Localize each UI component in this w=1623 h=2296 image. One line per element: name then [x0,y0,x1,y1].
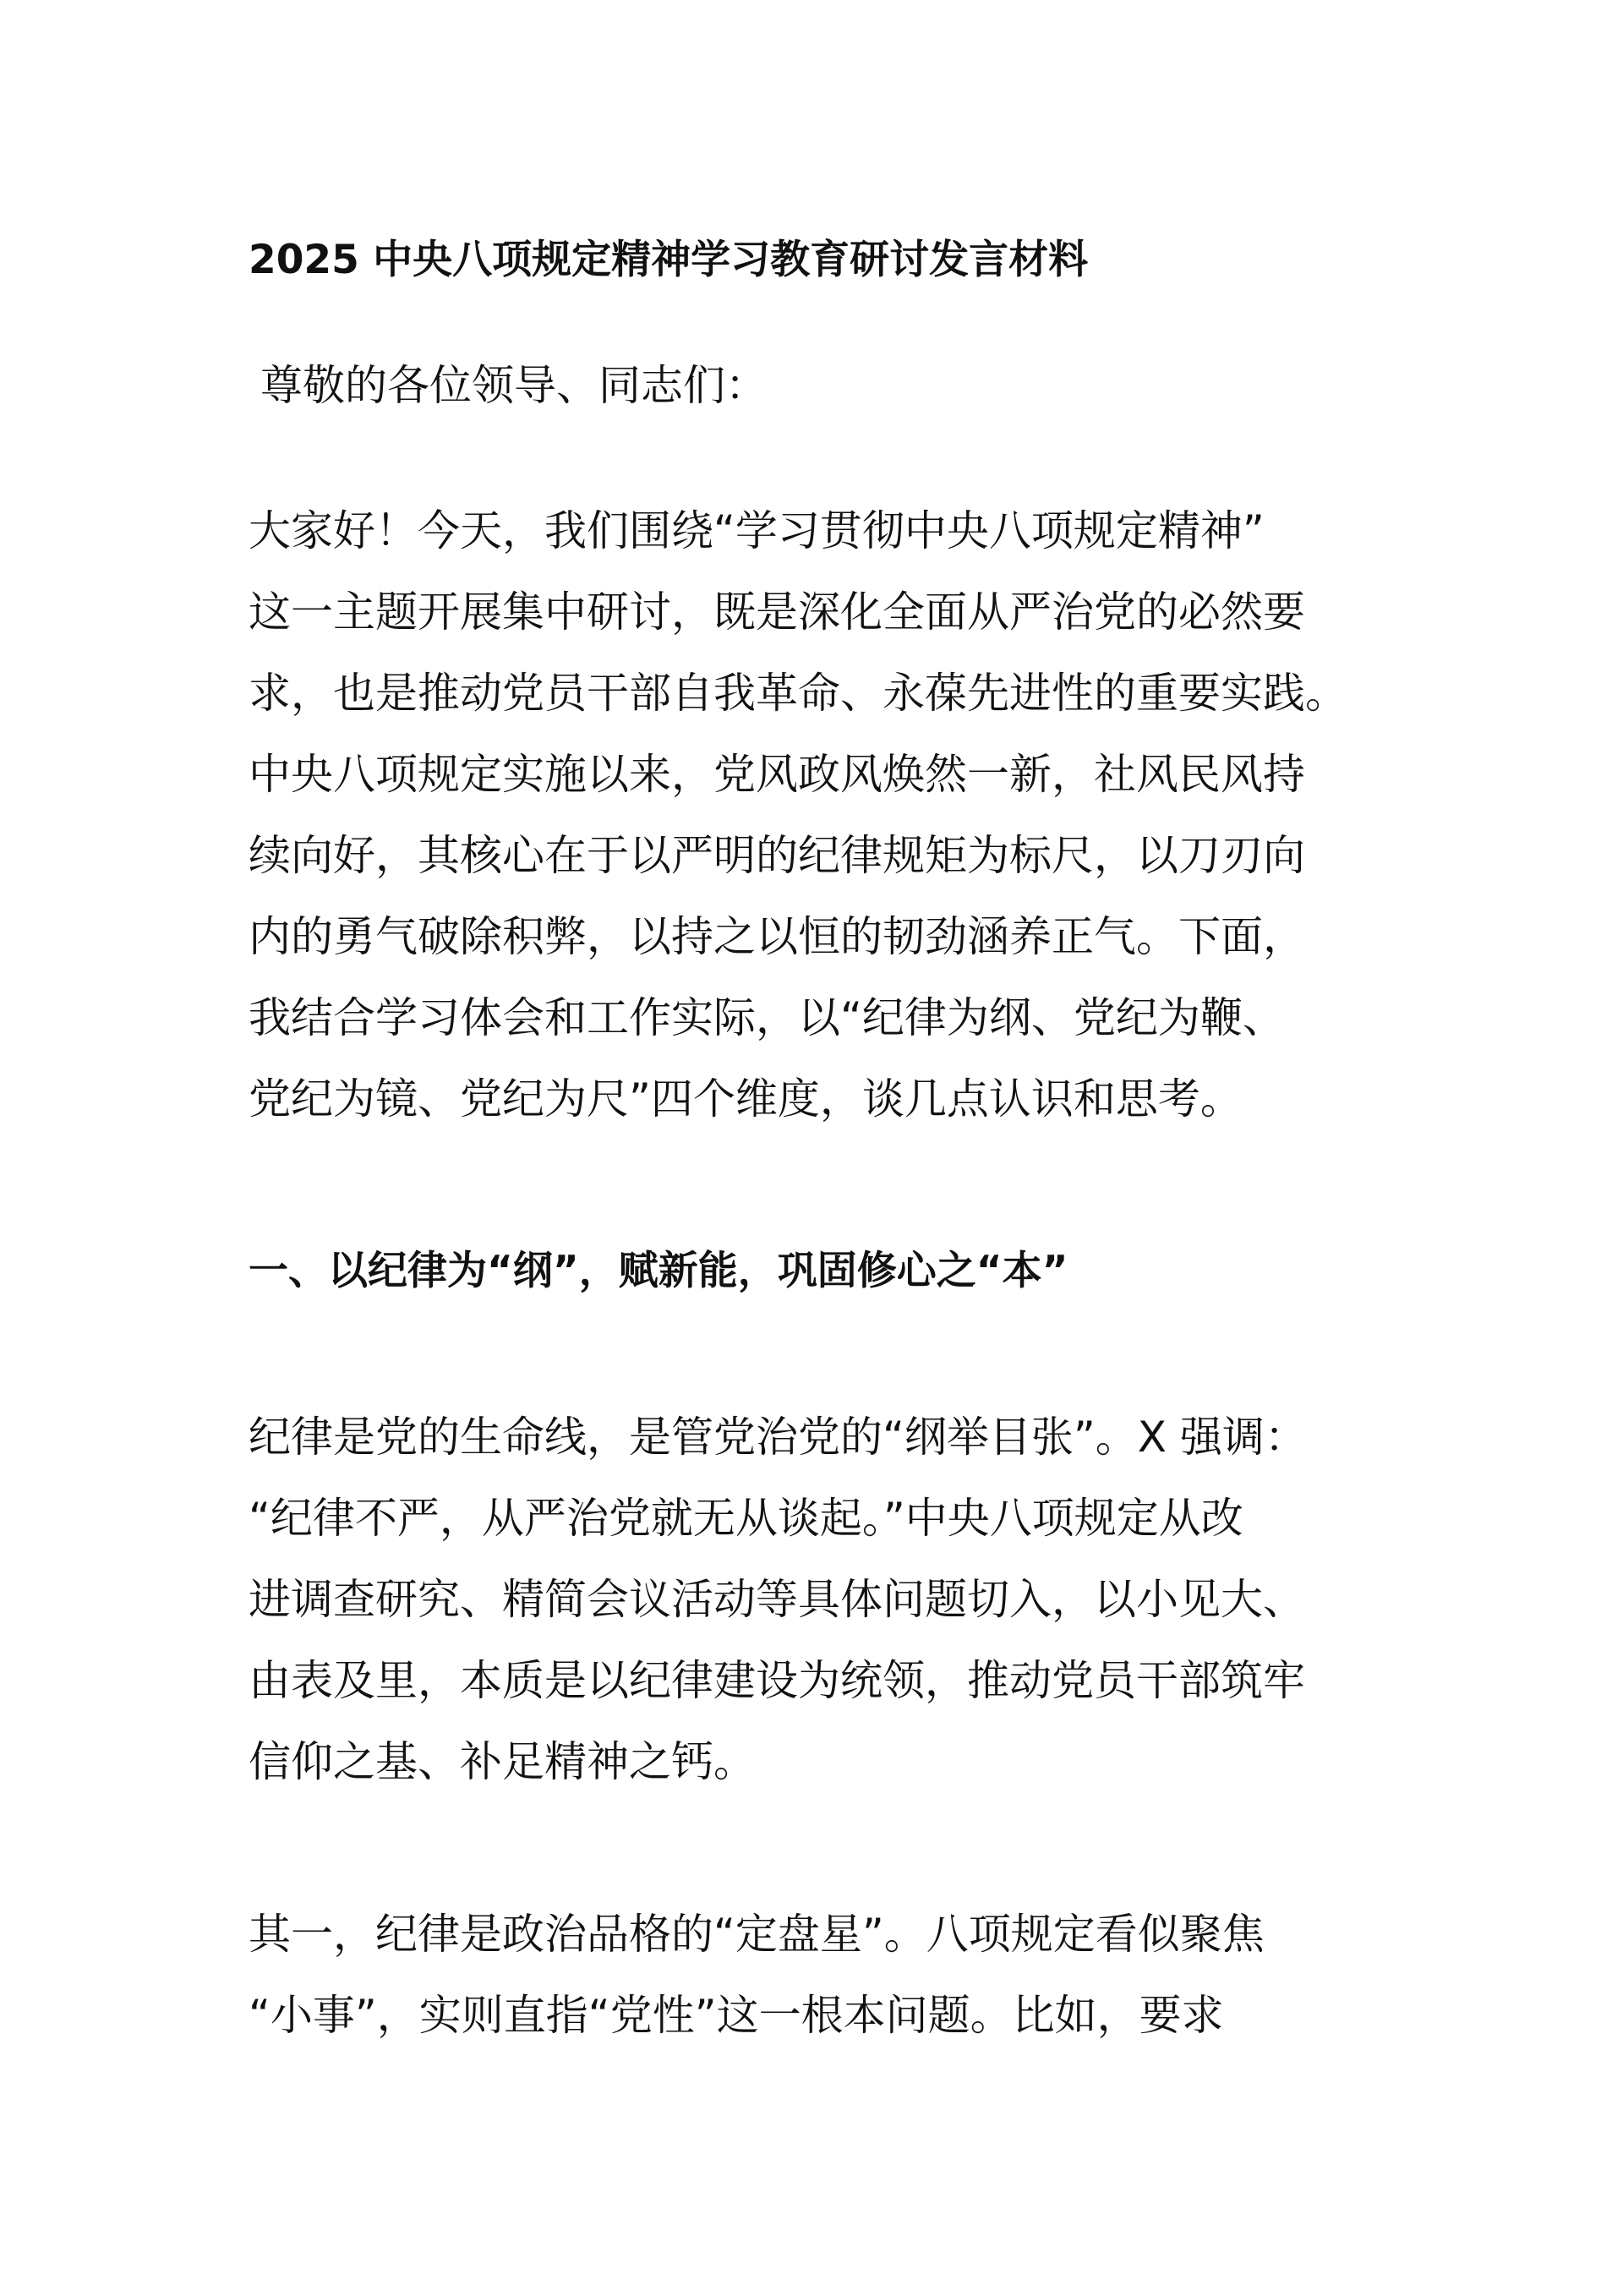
intro-line: 大家好！今天，我们围绕“学习贯彻中央八项规定精神” [249,506,1265,555]
intro-line: 求，也是推动党员干部自我革命、永葆先进性的重要实践。 [249,669,1347,718]
intro-line: 内的勇气破除积弊，以持之以恒的韧劲涵养正气。下面， [249,912,1305,961]
paragraph-line: 进调查研究、精简会议活动等具体问题切入，以小见大、 [249,1575,1305,1624]
paragraph-line: 由表及里，本质是以纪律建设为统领，推动党员干部筑牢 [249,1656,1305,1705]
paragraph-line: “小事”，实则直指“党性”这一根本问题。比如，要求 [249,1991,1224,2040]
section-heading: 一、以纪律为“纲”，赋新能，巩固修心之“本” [249,1248,1068,1294]
intro-line: 我结合学习体会和工作实际，以“纪律为纲、党纪为鞭、 [249,993,1285,1042]
section1-point1-paragraph [249,1894,1398,2056]
paragraph-line: 纪律是党的生命线，是管党治党的“纲举目张”。X 强调： [249,1413,1307,1462]
intro-line: 党纪为镜、党纪为尺”四个维度，谈几点认识和思考。 [249,1074,1243,1123]
document-title: 2025 中央八项规定精神学习教育研讨发言材料 [249,237,1089,283]
intro-line: 中央八项规定实施以来，党风政风焕然一新，社风民风持 [249,750,1305,799]
intro-line: 续向好，其核心在于以严明的纪律规矩为标尺，以刀刃向 [249,831,1305,880]
intro-line: 这一主题开展集中研讨，既是深化全面从严治党的必然要 [249,588,1305,637]
section1-paragraph [249,1397,1398,1802]
salutation: 尊敬的各位领导、同志们： [260,361,768,410]
paragraph-line: 信仰之基、补足精神之钙。 [249,1737,756,1786]
paragraph-line: 其一，纪律是政治品格的“定盘星”。八项规定看似聚焦 [249,1910,1265,1959]
paragraph-line: “纪律不严，从严治党就无从谈起。”中央八项规定从改 [249,1494,1243,1543]
intro-paragraph [249,490,1398,1140]
